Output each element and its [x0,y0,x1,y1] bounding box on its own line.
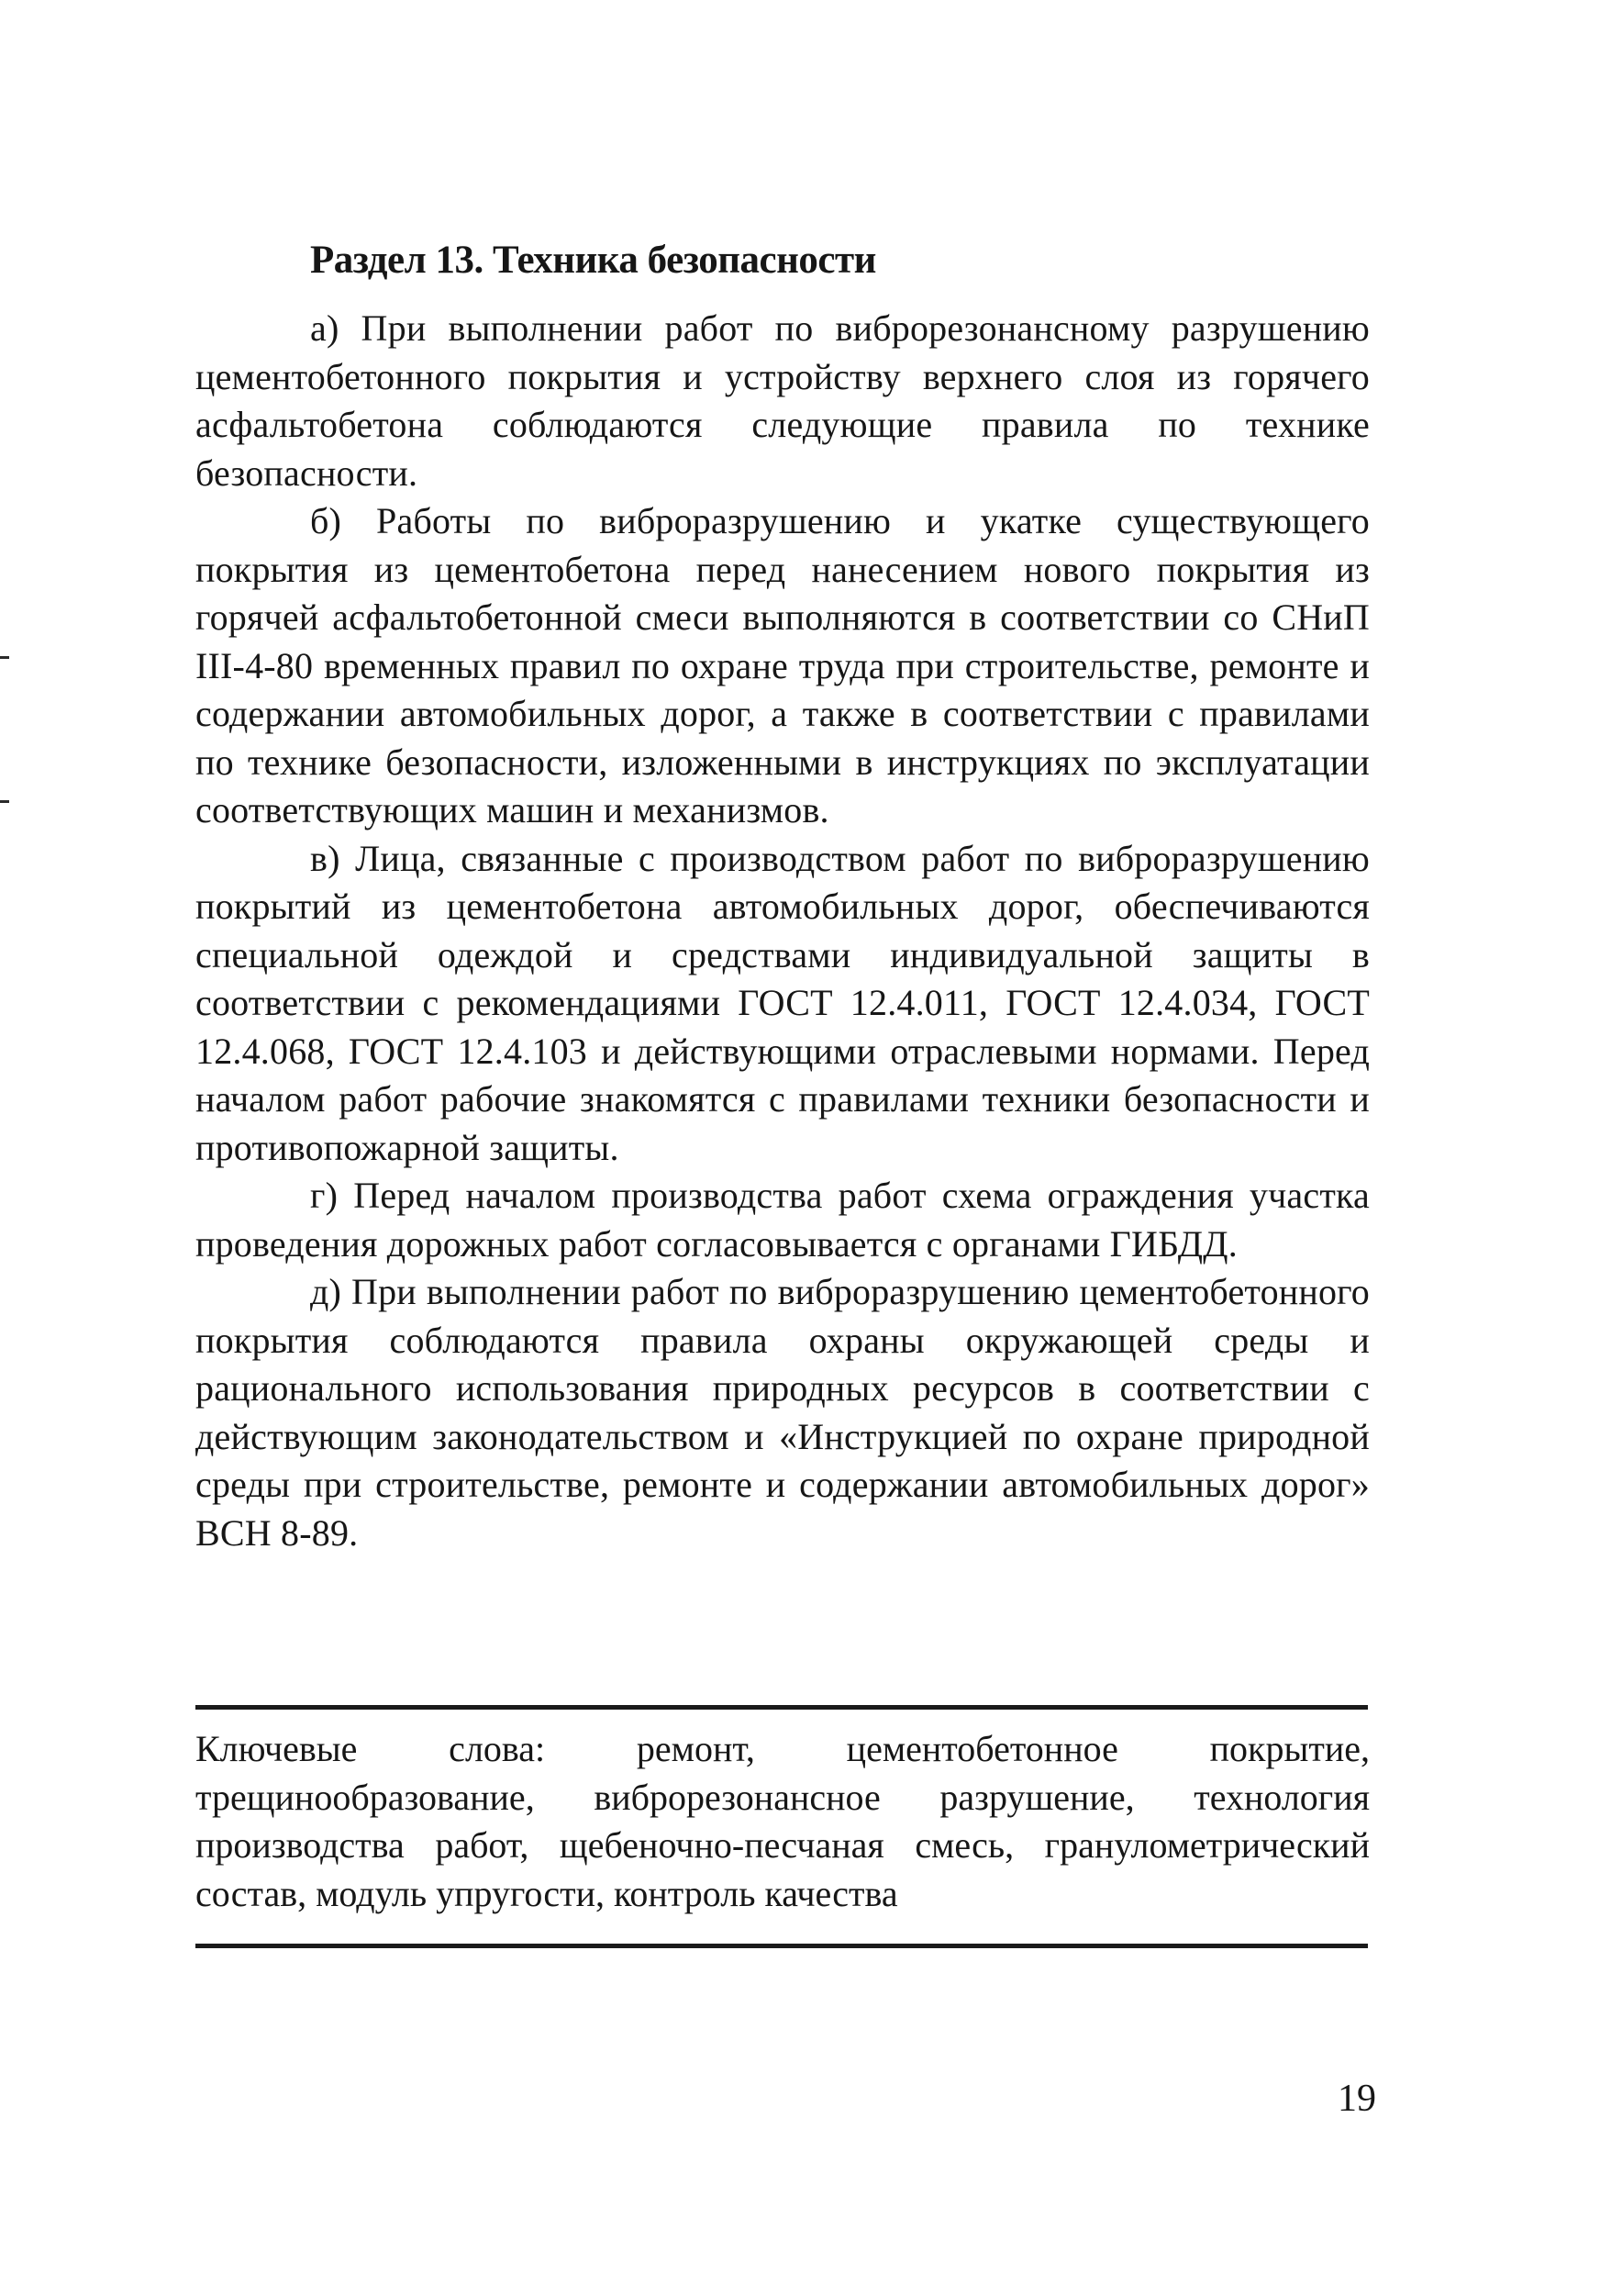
scan-margin-mark-1 [0,656,9,659]
keywords-top-rule [195,1705,1368,1710]
scan-margin-mark-2 [0,800,9,803]
paragraph-v: в) Лица, связанные с производством работ по виброразрушению покрытий из цементобетона автомобильных дорог, обеспечиваются специальной одеждой и средствами индивидуальной защиты в соответствии с рекомендациями ГОСТ 12.4.011, ГОСТ 12.4.034, ГОСТ 12.4.068, ГОСТ 12.4.103 и действующими отраслевыми нормами. Перед началом работ рабочие знакомятся с правилами техники безопасности и противопожарной защиты. [195,837,1370,1168]
keywords-text: ремонт, цементобетонное покрытие, трещинообразование, виброрезонансное разрушение, технология производства работ, щебеночно-песчаная смесь, гранулометрический состав, модуль упругости, контроль качества [195,1728,1370,1914]
keywords-label: Ключевые слова: [195,1728,546,1769]
paragraph-d: д) При выполнении работ по виброразрушению цементобетонного покрытия соблюдаются правила охраны окружающей среды и рационального использования природных ресурсов в соответствии с действующим законодательством и «Инструкцией по охране природной среды при строительстве, ремонте и содержании автомобильных дорог» ВСН 8-89. [195,1271,1370,1554]
paragraph-b: б) Работы по виброразрушению и укатке существующего покрытия из цементобетона перед нанесением нового покрытия из горячей асфальтобетонной смеси выполняются в соответствии со СНиП III-4-80 временных правил по охране труда при строительстве, ремонте и содержании автомобильных дорог, а также в соответствии с правилами по технике безопасности, изложенными в инструкциях по эксплуатации соответствующих машин и механизмов. [195,500,1370,830]
page-number: 19 [1338,2078,1376,2120]
keywords-block [195,1725,1370,1918]
section-body [195,237,1370,1557]
paragraph-g: г) Перед началом производства работ схема ограждения участка проведения дорожных работ согласовывается с органами ГИБДД. [195,1175,1370,1265]
keywords-bottom-rule [195,1944,1368,1948]
paragraph-a: а) При выполнении работ по виброрезонансному разрушению цементобетонного покрытия и устройству верхнего слоя из горячего асфальтобетона соблюдаются следующие правила по технике безопасности. [195,307,1370,494]
section-title: Раздел 13. Техника безопасности [310,239,876,282]
